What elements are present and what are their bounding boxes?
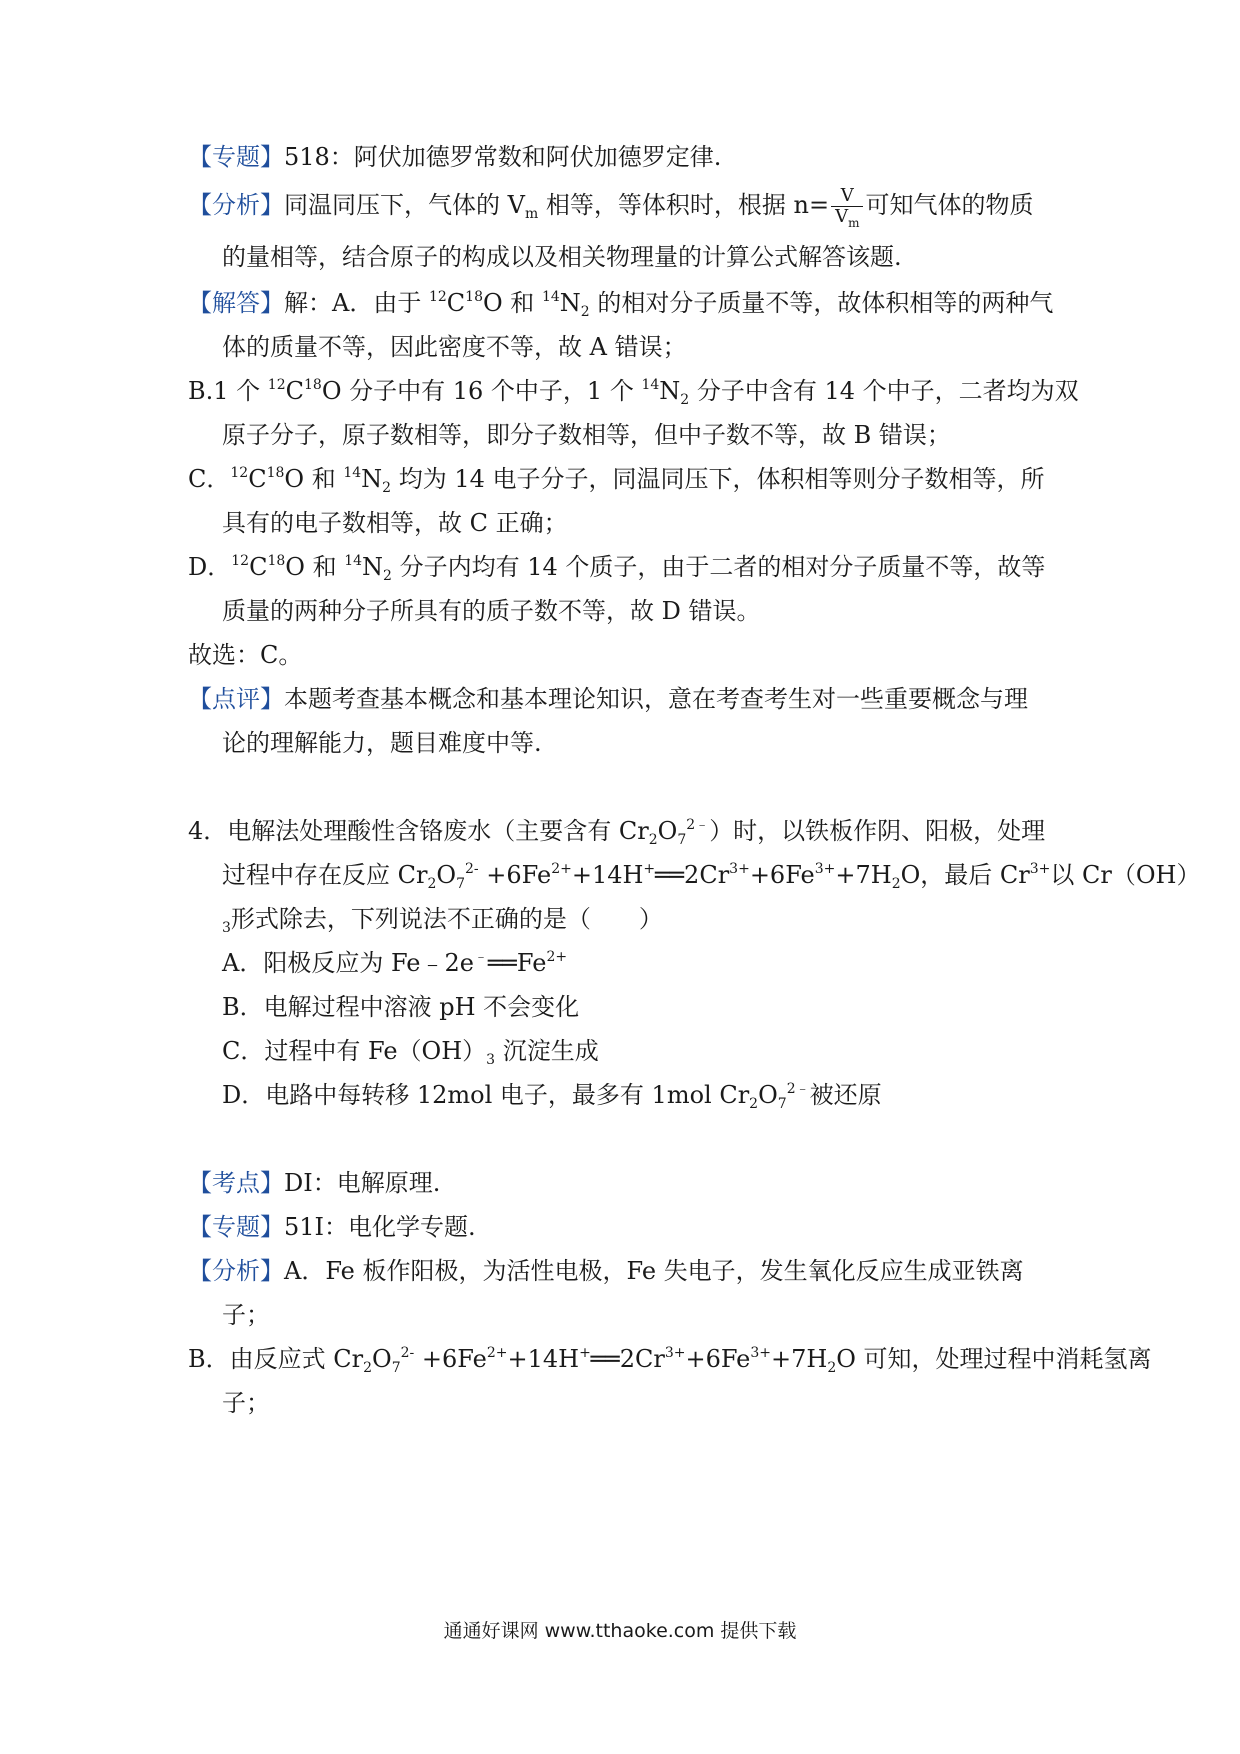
q4-stem-line-2: 过程中存在反应 $Cr_2O_7^{2-}$ $+6Fe^{2+}+14H^+══2Cr^{3+}+6Fe^{3+}+7H_2O$，最后 $Cr^{3+}$以 Cr（OH） — [222, 861, 1201, 892]
q3-fenxi-line-2: 的量相等，结合原子的构成以及相关物理量的计算公式解答该题. — [222, 243, 902, 271]
q4-kaodian-line: 【考点】DI：电解原理. — [188, 1169, 441, 1197]
q4-fenxi-line-1: 【分析】A．Fe 板作阳极，为活性电极，Fe 失电子，发生氧化反应生成亚铁离 — [188, 1257, 1024, 1285]
zhuanti-tag: 【专题】 — [188, 1213, 284, 1241]
q4-fenxi-b-line-2: 子； — [222, 1389, 270, 1417]
q3-option-d-line-1: D．$^{12}C^{18}O$ 和 $^{14}N_2$ 分子内均有 14 个质子，由于二者的相对分子质量不等，故等 — [188, 553, 1046, 584]
q3-zhuanti-text: 518：阿伏加德罗常数和阿伏加德罗定律. — [284, 143, 722, 171]
q3-fenxi-line-1: 【分析】同温同压下，气体的 $V_m$ 相等，等体积时，根据 n= $\frac{V}{V_m}$ 可知气体的物质 — [188, 185, 1034, 230]
q3-option-c-line-2: 具有的电子数相等，故 C 正确； — [222, 509, 568, 537]
jieda-tag: 【解答】 — [188, 289, 284, 317]
fenxi-tag: 【分析】 — [188, 191, 284, 219]
dianping-tag: 【点评】 — [188, 685, 284, 713]
zhuanti-tag: 【专题】 — [188, 143, 284, 171]
page-footer: 通通好课网 www.tthaoke.com 提供下载 — [443, 1620, 797, 1642]
fenxi-tag: 【分析】 — [188, 1257, 284, 1285]
q4-zhuanti-line: 【专题】51I：电化学专题. — [188, 1213, 476, 1241]
molar-volume-fraction: $\frac{V}{V_m}$ — [831, 186, 863, 227]
q3-answer: 故选：C。 — [188, 641, 303, 669]
q4-stem-line-1: 4．电解法处理酸性含铬废水（主要含有 $Cr_2O_7^{2﹣}$）时，以铁板作阴、阳极，处理 — [188, 817, 1046, 848]
q3-jieda-line-1: 【解答】解：A．由于 $^{12}C^{18}O$ 和 $^{14}N_2$ 的相对分子质量不等，故体积相等的两种气 — [188, 289, 1054, 320]
q3-dianping-line-2: 论的理解能力，题目难度中等. — [222, 729, 542, 757]
q3-zhuanti-line — [188, 140, 721, 174]
q3-jieda-line-2: 体的质量不等，因此密度不等，故 A 错误； — [222, 333, 687, 361]
q4-option-c: C．过程中有 $Fe(OH)_3$ 沉淀生成 — [222, 1037, 599, 1068]
q3-dianping-line-1: 【点评】本题考查基本概念和基本理论知识，意在考查考生对一些重要概念与理 — [188, 685, 1028, 713]
q4-option-b: B．电解过程中溶液 pH 不会变化 — [222, 993, 580, 1021]
q4-fenxi-b-line-1: B．由反应式 $Cr_2O_7^{2-}$ $+6Fe^{2+}+14H^+══2Cr^{3+}+6Fe^{3+}+7H_2O$ 可知，处理过程中消耗氢离 — [188, 1345, 1152, 1376]
q4-stem-line-3: $_3$形式除去，下列说法不正确的是（ ） — [222, 905, 663, 936]
q3-option-b-line-1: B.1 个 $^{12}C^{18}O$ 分子中有 16 个中子，1 个 $^{14}N_2$ 分子中含有 14 个中子，二者均为双 — [188, 377, 1079, 408]
q3-option-d-line-2: 质量的两种分子所具有的质子数不等，故 D 错误。 — [222, 597, 761, 625]
q4-option-a: A．阳极反应为 $Fe﹣2e^﹣══Fe^{2+}$ — [222, 949, 568, 977]
q4-option-d: D．电路中每转移 12mol 电子，最多有 1mol $Cr_2O_7^{2﹣}$被还原 — [222, 1081, 882, 1112]
q3-option-c-line-1: C．$^{12}C^{18}O$ 和 $^{14}N_2$ 均为 14 电子分子，同温同压下，体积相等则分子数相等，所 — [188, 465, 1045, 496]
q3-option-b-line-2: 原子分子，原子数相等，即分子数相等，但中子数不等，故 B 错误； — [222, 421, 951, 449]
q4-fenxi-line-2: 子； — [222, 1301, 270, 1329]
kaodian-tag: 【考点】 — [188, 1169, 284, 1197]
